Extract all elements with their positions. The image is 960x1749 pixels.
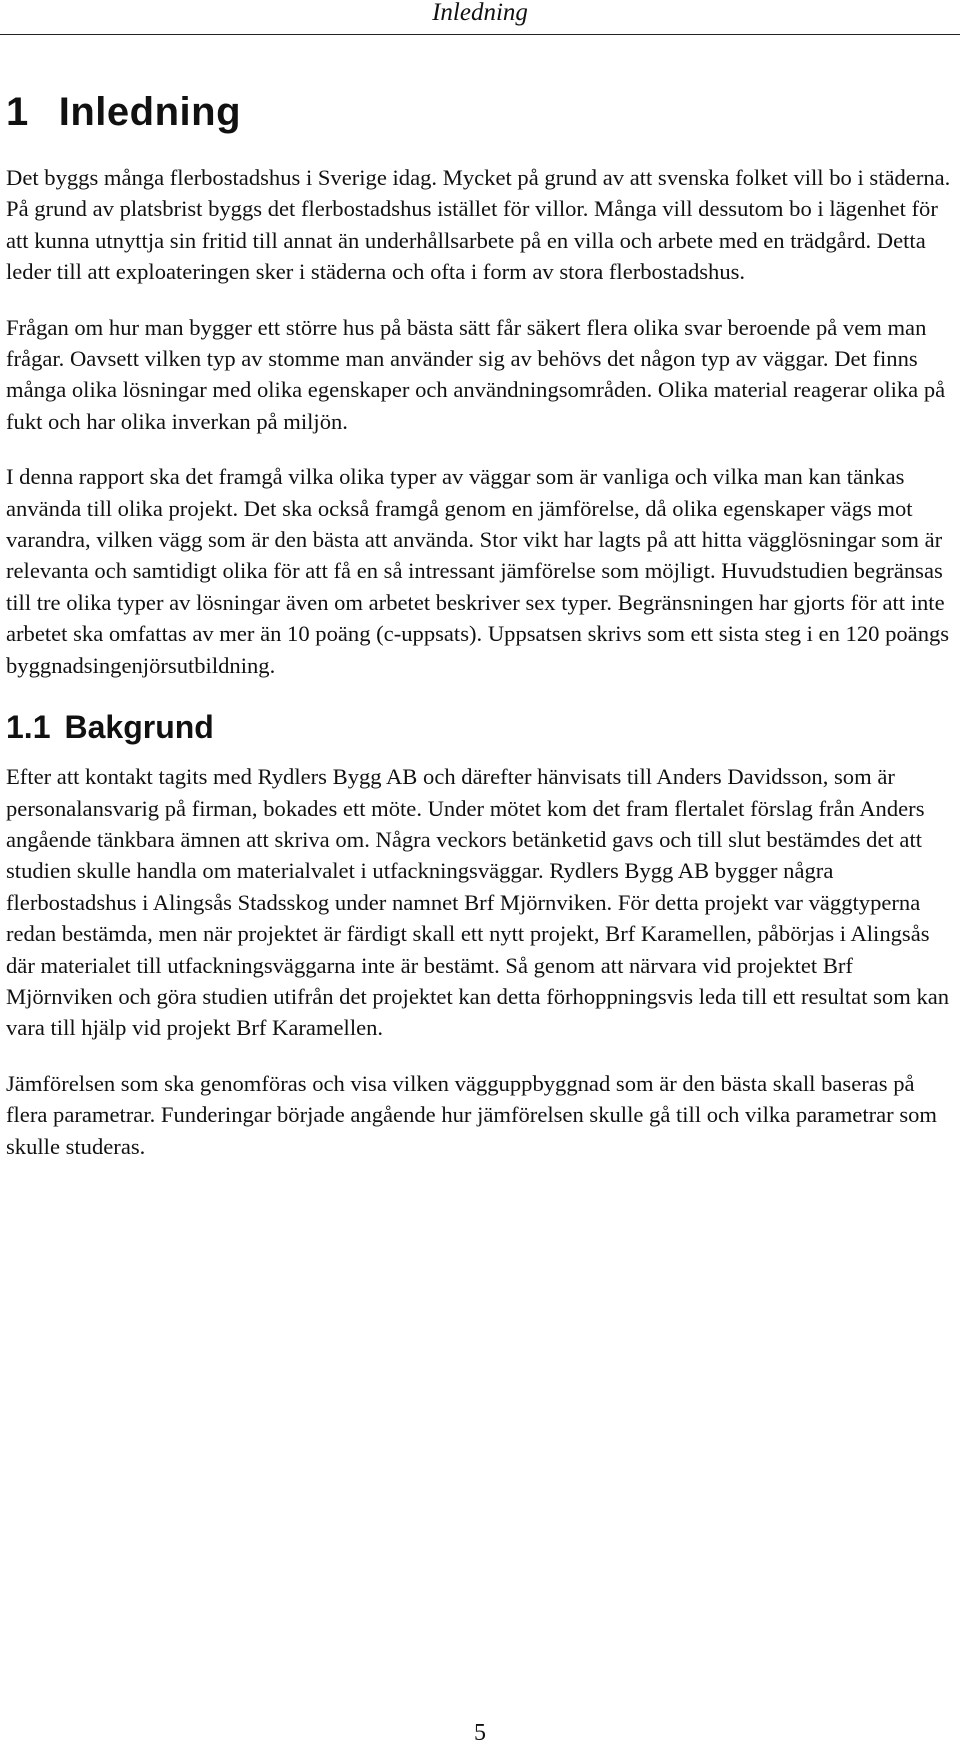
chapter-number: 1: [6, 90, 29, 134]
chapter-title: Inledning: [58, 90, 242, 134]
intro-paragraph-1: Det byggs många flerbostadshus i Sverige idag. Mycket på grund av att svenska folket vill bo i städerna. På grund av platsbrist byggs det flerbostadshus istället för villor. Många vill dessutom bo i lägenhet för att kunna utnyttja sin fritid till annat än underhållsarbete på en villa och arbete med en trädgård. Detta leder till att exploateringen sker i städerna och ofta i form av stora flerbostadshus.: [6, 165, 951, 285]
background-paragraph-2: Jämförelsen som ska genomföras och visa vilken vägguppbyggnad som är den bästa skall baseras på flera parametrar. Funderingar började angående hur jämförelsen skulle gå till och vilka parametrar som skulle studeras.: [6, 1070, 937, 1159]
intro-paragraph-3: I denna rapport ska det framgå vilka olika typer av väggar som är vanliga och vilka man kan tänkas använda till olika projekt. Det ska också framgå genom en jämförelse, då olika egenskaper vägs mot varandra, vilken vägg som är den bästa att använda. Stor vikt har lagts på att hitta vägglösningar som är relevanta och samtidigt olika för att få en så intressant jämförelse som möjligt. Huvudstudien begränsas till tre olika typer av lösningar även om arbetet beskriver sex typer. Begränsningen har gjorts för att inte arbetet ska omfattas av mer än 10 poäng (c-uppsats). Uppsatsen skrivs som ett sista steg i en 120 poängs byggnadsingenjörsutbildning.: [6, 464, 950, 678]
running-header: Inledning: [432, 0, 528, 26]
page-body: [6, 80, 956, 1186]
intro-paragraph-2: Frågan om hur man bygger ett större hus på bästa sätt får säkert flera olika svar beroende på vem man frågar. Oavsett vilken typ av stomme man använder sig av behövs det någon typ av väggar. Det finns många olika lösningar med olika egenskaper och användningsområden. Olika material reagerar olika på fukt och har olika inverkan på miljön.: [6, 314, 946, 434]
background-paragraph-1: Efter att kontakt tagits med Rydlers Bygg AB och därefter hänvisats till Anders Davidsson, som är personalansvarig på firman, bokades ett möte. Under mötet kom det fram flertalet förslag från Anders angående tänkbara ämnen att skriva om. Några veckors betänketid gavs och till slut bestämdes det att studien skulle handla om materialvalet i utfackningsväggar. Rydlers Bygg AB bygger några flerbostadshus i Alingsås Stadsskog under namnet Brf Mjörnviken. För detta projekt var väggtyperna redan bestämda, men när projektet är färdigt skall ett nytt projekt, Brf Karamellen, påbörjas i Alingsås där materialet till utfackningsväggarna inte är bestämt. Så genom att närvara vid projektet Brf Mjörnviken och göra studien utifrån det projektet kan detta förhoppningsvis leda till ett resultat som kan vara till hjälp vid projekt Brf Karamellen.: [6, 764, 950, 1041]
section-heading: [6, 707, 956, 747]
section-title: Bakgrund: [64, 709, 214, 746]
header-divider: [0, 34, 960, 35]
page-number: 5: [474, 1720, 486, 1746]
chapter-heading: [6, 88, 956, 136]
section-number: 1.1: [6, 709, 51, 746]
